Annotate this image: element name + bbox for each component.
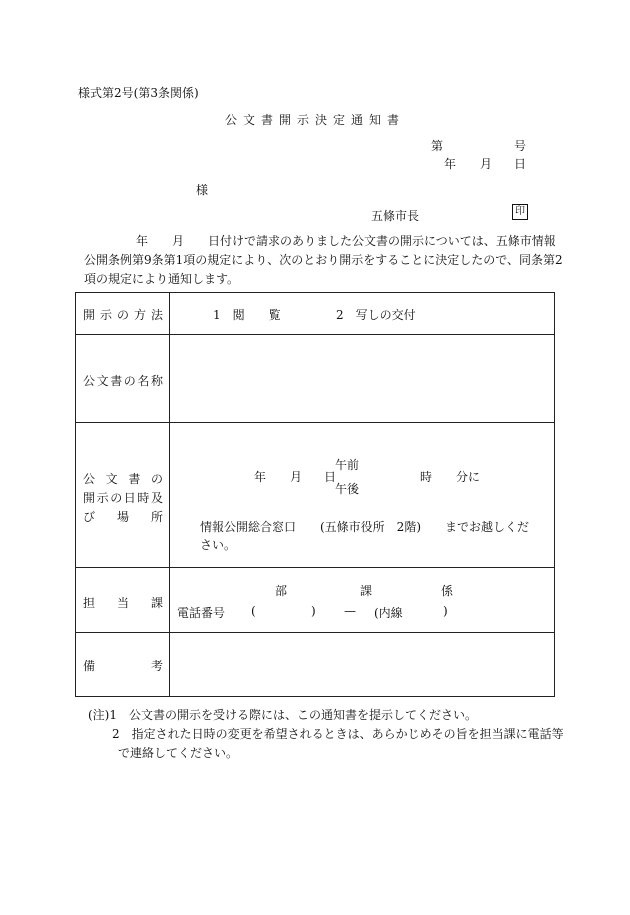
label-doc-name: 公文書の名称	[83, 374, 163, 388]
label-remarks: 備考	[83, 659, 163, 673]
row-doc-name	[76, 335, 554, 423]
body-line-1: 年 月 日付けで請求のありました公文書の開示については、五條市情報	[136, 234, 556, 248]
note-2-continued: で連絡してください。	[118, 746, 239, 760]
body-line-2: 公開条例第9条第1項の規定により、次のとおり開示をすることに決定したので、同条第2	[84, 253, 563, 267]
datetime-am: 午前	[335, 458, 360, 472]
label-cell-method	[76, 293, 170, 334]
issue-date-month: 月	[480, 157, 493, 171]
row-dept	[76, 568, 554, 633]
phone-dash: —	[344, 604, 356, 618]
document-title: 公文書開示決定通知書	[224, 113, 405, 127]
notice-body	[84, 232, 563, 289]
label-datetime-line-3: び場所	[83, 510, 163, 524]
seal-mark: 印	[512, 204, 528, 220]
datetime-pm: 午後	[335, 482, 360, 496]
phone-label: 電話番号	[177, 606, 226, 620]
dept-bu: 部	[275, 584, 288, 598]
place-line-1: 情報公開総合窓口 (五條市役所 2階) までお越しくだ	[200, 520, 530, 534]
doc-number-prefix: 第	[431, 139, 444, 153]
label-cell-remarks	[76, 633, 170, 696]
note-1: (注)1 公文書の開示を受ける際には、この通知書を提示してください。	[88, 708, 478, 722]
method-option-copy: 2 写しの交付	[336, 308, 416, 322]
label-method: 開示の方法	[83, 308, 163, 322]
phone-extension: (内線	[374, 606, 403, 620]
label-datetime-line-1: 公文書の	[83, 472, 163, 486]
body-line-3: 項の規定により通知します。	[84, 272, 240, 286]
dept-kakari: 係	[441, 584, 454, 598]
row-datetime-place	[76, 423, 554, 568]
label-cell-doc-name	[76, 335, 170, 422]
row-method	[76, 293, 554, 335]
doc-number-suffix: 号	[514, 139, 527, 153]
datetime-day: 日	[324, 470, 337, 484]
issue-date-day: 日	[514, 157, 527, 171]
addressee-suffix: 様	[196, 183, 209, 197]
issue-date-year: 年	[444, 157, 457, 171]
row-remarks	[76, 633, 554, 696]
datetime-year: 年	[254, 470, 267, 484]
phone-extension-close: )	[443, 604, 448, 618]
note-2: 2 指定された日時の変更を希望されるときは、あらかじめその旨を担当課に電話等	[112, 727, 564, 741]
label-cell-datetime-place	[76, 423, 170, 567]
datetime-hour: 時	[420, 470, 433, 484]
datetime-minute: 分に	[456, 470, 481, 484]
form-reference: 様式第2号(第3条関係)	[78, 86, 199, 100]
disclosure-table	[75, 292, 555, 697]
sender-name: 五條市長	[371, 209, 420, 223]
place-line-2: さい。	[200, 538, 237, 552]
phone-paren-close: )	[311, 604, 316, 618]
method-option-viewing: 1 閲 覧	[213, 308, 281, 322]
phone-paren-open: (	[251, 604, 256, 618]
label-cell-dept	[76, 568, 170, 632]
datetime-month: 月	[290, 470, 303, 484]
label-datetime-line-2: 開示の日時及	[83, 491, 163, 505]
dept-ka: 課	[360, 584, 373, 598]
label-dept: 担当課	[83, 596, 163, 610]
